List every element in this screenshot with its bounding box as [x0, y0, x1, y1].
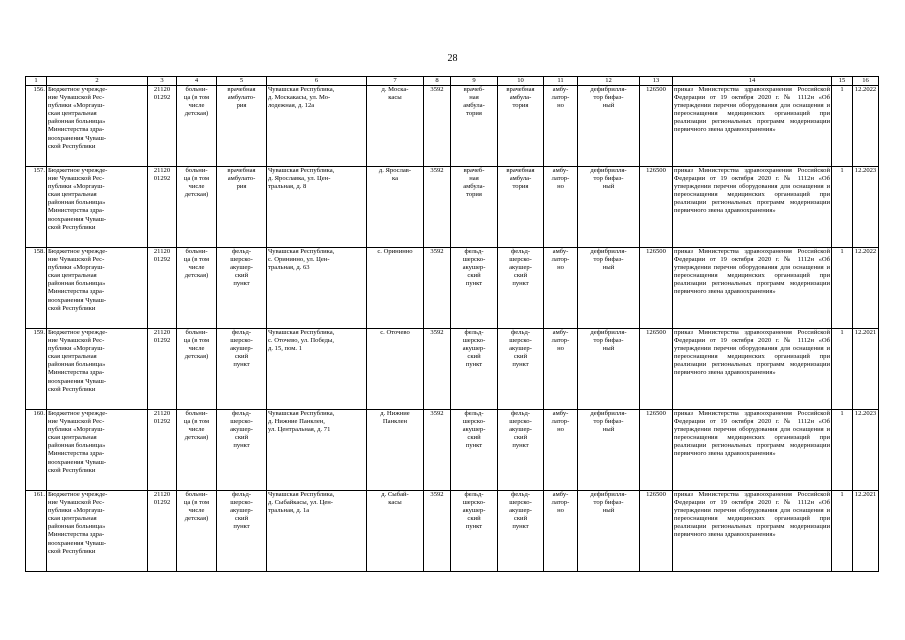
locality-cell: с. Орининно	[367, 248, 424, 329]
locality-cell: д. Сыбай- касы	[367, 491, 424, 572]
subdivision-type-cell: фельд- шерско- акушер- ский пункт	[217, 410, 267, 491]
organization-type-cell: больни- ца (в том числе детская)	[177, 86, 217, 167]
equipment-name-cell: дефибрилля- тор бифаз- ный	[578, 329, 640, 410]
organization-type-cell: больни- ца (в том числе детская)	[177, 248, 217, 329]
column-number: 8	[424, 77, 451, 86]
organization-code-cell: 21120 01292	[148, 329, 177, 410]
legal-basis-cell: приказ Министерства здравоохранения Российской Федерации от 19 октября 2020 г. № 1112н «Об утверждении перечня оборудования для оснащения и переоснащения медицинских организаций при реализации региональных программ модернизации первичного звена здравоохранения»	[673, 167, 832, 248]
column-number: 3	[148, 77, 177, 86]
organization-code-cell: 21120 01292	[148, 248, 177, 329]
subdivision-type-cell: фельд- шерско- акушер- ский пункт	[217, 329, 267, 410]
table-row	[26, 329, 879, 410]
locality-cell: с. Оточево	[367, 329, 424, 410]
address-cell: Чувашская Республика, д. Москакасы, ул. Мо- лодежная, д. 12а	[267, 86, 367, 167]
care-mode-cell: амбу- латор- но	[544, 248, 578, 329]
unit-profile-cell: фельд- шерско- акушер- ский пункт	[451, 248, 498, 329]
row-number-cell: 157.	[26, 167, 47, 248]
table-row	[26, 248, 879, 329]
locality-cell: д. Моска- касы	[367, 86, 424, 167]
price-cell: 126500	[640, 248, 673, 329]
legal-basis-cell: приказ Министерства здравоохранения Российской Федерации от 19 октября 2020 г. № 1112н «Об утверждении перечня оборудования для оснащения и переоснащения медицинских организаций при реализации региональных программ модернизации первичного звена здравоохранения»	[673, 491, 832, 572]
price-cell: 126500	[640, 329, 673, 410]
price-cell: 126500	[640, 86, 673, 167]
organization-code-cell: 21120 01292	[148, 86, 177, 167]
legal-basis-cell: приказ Министерства здравоохранения Российской Федерации от 19 октября 2020 г. № 1112н «Об утверждении перечня оборудования для оснащения и переоснащения медицинских организаций при реализации региональных программ модернизации первичного звена здравоохранения»	[673, 329, 832, 410]
price-cell: 126500	[640, 410, 673, 491]
column-number: 10	[498, 77, 544, 86]
organization-type-cell: больни- ца (в том числе детская)	[177, 491, 217, 572]
quantity-cell: 1	[832, 86, 853, 167]
subdivision-type-cell: врачебная амбулато- рия	[217, 167, 267, 248]
organization-code-cell: 21120 01292	[148, 491, 177, 572]
organization-name-cell: Бюджетное учрежде- ние Чувашской Рес- публики «Моргауш- ская центральная районная больница» Министерства здра- воохранения Чуваш- ской Республики	[47, 248, 148, 329]
equipment-name-cell: дефибрилля- тор бифаз- ный	[578, 167, 640, 248]
column-number: 5	[217, 77, 267, 86]
address-cell: Чувашская Республика, д. Нижние Панклен, ул. Центральная, д. 71	[267, 410, 367, 491]
column-number-row	[26, 77, 879, 86]
equipment-name-cell: дефибрилля- тор бифаз- ный	[578, 248, 640, 329]
unit-profile-cell: врачеб- ная амбула- тория	[451, 167, 498, 248]
row-number-cell: 158.	[26, 248, 47, 329]
organization-name-cell: Бюджетное учрежде- ние Чувашской Рес- публики «Моргауш- ская центральная районная больница» Министерства здра- воохранения Чуваш- ской Республики	[47, 167, 148, 248]
population-cell: 3592	[424, 167, 451, 248]
column-number: 4	[177, 77, 217, 86]
column-number: 13	[640, 77, 673, 86]
organization-type-cell: больни- ца (в том числе детская)	[177, 167, 217, 248]
care-mode-cell: амбу- латор- но	[544, 410, 578, 491]
column-number: 6	[267, 77, 367, 86]
locality-cell: д. Ярослав- ка	[367, 167, 424, 248]
care-mode-cell: амбу- латор- но	[544, 86, 578, 167]
row-number-cell: 160.	[26, 410, 47, 491]
population-cell: 3592	[424, 86, 451, 167]
column-number: 15	[832, 77, 853, 86]
unit-name-cell: фельд- шерско- акушер- ский пункт	[498, 491, 544, 572]
delivery-date-cell: 12.2022	[853, 86, 879, 167]
column-number: 1	[26, 77, 47, 86]
legal-basis-cell: приказ Министерства здравоохранения Российской Федерации от 19 октября 2020 г. № 1112н «Об утверждении перечня оборудования для оснащения и переоснащения медицинских организаций при реализации региональных программ модернизации первичного звена здравоохранения»	[673, 248, 832, 329]
column-number: 9	[451, 77, 498, 86]
organization-code-cell: 21120 01292	[148, 167, 177, 248]
table-row	[26, 86, 879, 167]
unit-name-cell: фельд- шерско- акушер- ский пункт	[498, 248, 544, 329]
row-number-cell: 159.	[26, 329, 47, 410]
page-number: 28	[447, 53, 458, 64]
care-mode-cell: амбу- латор- но	[544, 329, 578, 410]
legal-basis-cell: приказ Министерства здравоохранения Российской Федерации от 19 октября 2020 г. № 1112н «Об утверждении перечня оборудования для оснащения и переоснащения медицинских организаций при реализации региональных программ модернизации первичного звена здравоохранения»	[673, 86, 832, 167]
population-cell: 3592	[424, 248, 451, 329]
price-cell: 126500	[640, 491, 673, 572]
delivery-date-cell: 12.2023	[853, 410, 879, 491]
table-row	[26, 167, 879, 248]
address-cell: Чувашская Республика, д. Ярославка, ул. Цен- тральная, д. 8	[267, 167, 367, 248]
organization-name-cell: Бюджетное учрежде- ние Чувашской Рес- публики «Моргауш- ская центральная районная больница» Министерства здра- воохранения Чуваш- ской Республики	[47, 410, 148, 491]
row-number-cell: 161.	[26, 491, 47, 572]
unit-name-cell: фельд- шерско- акушер- ский пункт	[498, 329, 544, 410]
subdivision-type-cell: фельд- шерско- акушер- ский пункт	[217, 491, 267, 572]
subdivision-type-cell: врачебная амбулато- рия	[217, 86, 267, 167]
organization-type-cell: больни- ца (в том числе детская)	[177, 410, 217, 491]
address-cell: Чувашская Республика, д. Сыбайкасы, ул. Цен- тральная, д. 1а	[267, 491, 367, 572]
organization-type-cell: больни- ца (в том числе детская)	[177, 329, 217, 410]
delivery-date-cell: 12.2022	[853, 248, 879, 329]
address-cell: Чувашская Республика, с. Орининно, ул. Цен- тральная, д. 63	[267, 248, 367, 329]
delivery-date-cell: 12.2021	[853, 329, 879, 410]
row-number-cell: 156.	[26, 86, 47, 167]
organization-name-cell: Бюджетное учрежде- ние Чувашской Рес- публики «Моргауш- ская центральная районная больница» Министерства здра- воохранения Чуваш- ской Республики	[47, 86, 148, 167]
unit-name-cell: фельд- шерско- акушер- ский пункт	[498, 410, 544, 491]
care-mode-cell: амбу- латор- но	[544, 491, 578, 572]
column-number: 12	[578, 77, 640, 86]
delivery-date-cell: 12.2021	[853, 491, 879, 572]
table-row	[26, 491, 879, 572]
unit-profile-cell: врачеб- ная амбула- тория	[451, 86, 498, 167]
equipment-name-cell: дефибрилля- тор бифаз- ный	[578, 410, 640, 491]
equipment-table	[25, 76, 879, 572]
quantity-cell: 1	[832, 248, 853, 329]
column-number: 7	[367, 77, 424, 86]
population-cell: 3592	[424, 491, 451, 572]
unit-profile-cell: фельд- шерско- акушер- ский пункт	[451, 410, 498, 491]
organization-name-cell: Бюджетное учрежде- ние Чувашской Рес- публики «Моргауш- ская центральная районная больница» Министерства здра- воохранения Чуваш- ской Республики	[47, 329, 148, 410]
column-number: 2	[47, 77, 148, 86]
unit-name-cell: врачебная амбула- тория	[498, 86, 544, 167]
quantity-cell: 1	[832, 410, 853, 491]
equipment-name-cell: дефибрилля- тор бифаз- ный	[578, 86, 640, 167]
organization-name-cell: Бюджетное учрежде- ние Чувашской Рес- публики «Моргауш- ская центральная районная больница» Министерства здра- воохранения Чуваш- ской Республики	[47, 491, 148, 572]
quantity-cell: 1	[832, 491, 853, 572]
organization-code-cell: 21120 01292	[148, 410, 177, 491]
column-number: 14	[673, 77, 832, 86]
equipment-name-cell: дефибрилля- тор бифаз- ный	[578, 491, 640, 572]
subdivision-type-cell: фельд- шерско- акушер- ский пункт	[217, 248, 267, 329]
unit-name-cell: врачебная амбула- тория	[498, 167, 544, 248]
column-number: 16	[853, 77, 879, 86]
price-cell: 126500	[640, 167, 673, 248]
quantity-cell: 1	[832, 329, 853, 410]
column-number: 11	[544, 77, 578, 86]
delivery-date-cell: 12.2023	[853, 167, 879, 248]
quantity-cell: 1	[832, 167, 853, 248]
legal-basis-cell: приказ Министерства здравоохранения Российской Федерации от 19 октября 2020 г. № 1112н «Об утверждении перечня оборудования для оснащения и переоснащения медицинских организаций при реализации региональных программ модернизации первичного звена здравоохранения»	[673, 410, 832, 491]
care-mode-cell: амбу- латор- но	[544, 167, 578, 248]
table-row	[26, 410, 879, 491]
population-cell: 3592	[424, 410, 451, 491]
population-cell: 3592	[424, 329, 451, 410]
address-cell: Чувашская Республика, с. Оточево, ул. Победы, д. 15, пом. 1	[267, 329, 367, 410]
unit-profile-cell: фельд- шерско- акушер- ский пункт	[451, 329, 498, 410]
unit-profile-cell: фельд- шерско- акушер- ский пункт	[451, 491, 498, 572]
locality-cell: д. Нижние Панклен	[367, 410, 424, 491]
